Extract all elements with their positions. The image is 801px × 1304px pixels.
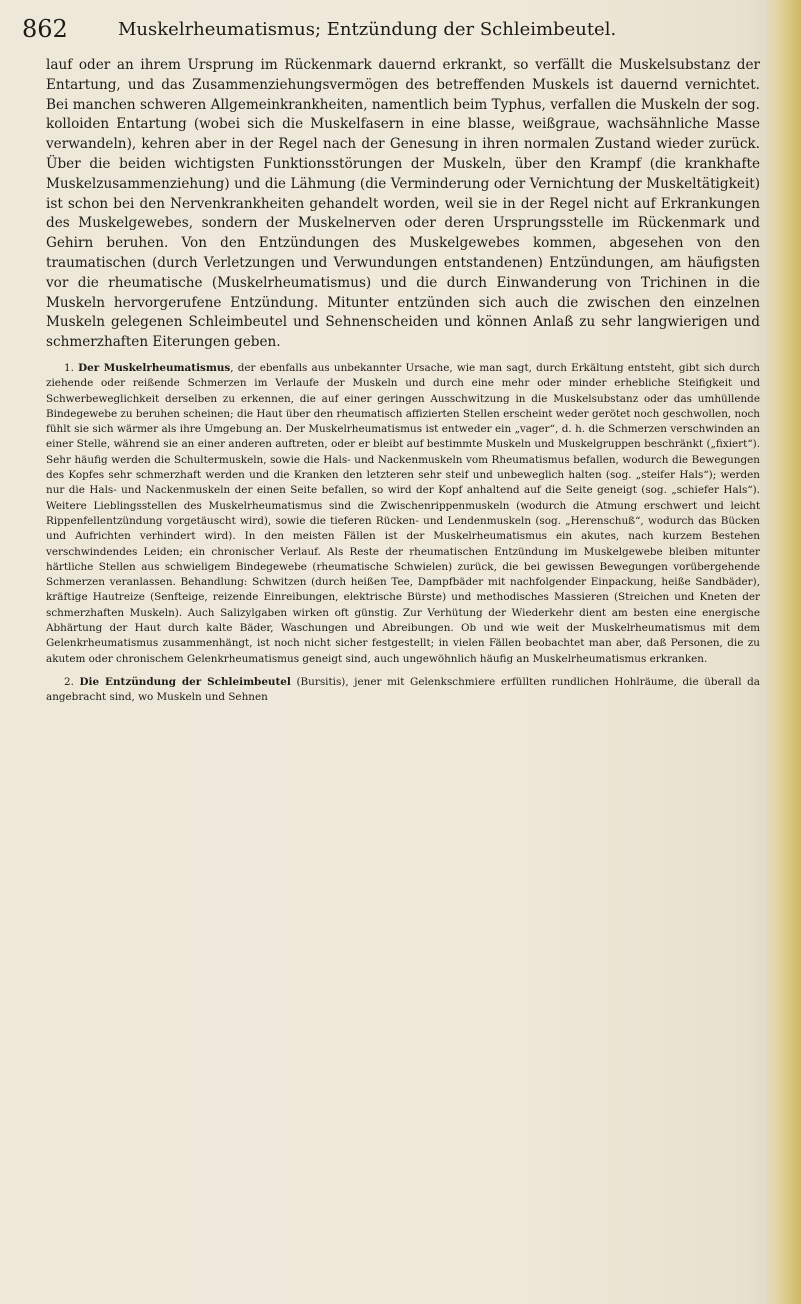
note-text: , der ebenfalls aus unbekannter Ursache, wie man sagt, durch Erkältung entsteht, gibt sich durch ziehende oder reißende Schmerzen im Verlaufe der Muskeln und durch eine mehr oder minder erhebliche Steifigkeit und Schwerbeweglichkeit derselben zu erkennen, die auf einer geringen Ausschwitzung in die Muskelsubstanz oder das umhüllende Bindegewebe zu beruhen scheinen; die Haut über den rheumatisch affizierten Stellen erscheint weder gerötet noch geschwollen, noch fühlt sie sich wärmer als ihre Umgebung an. Der Muskelrheumatismus ist entweder ein „vager“, d. h. die Schmerzen verschwinden an einer Stelle, während sie an einer anderen auftreten, oder er bleibt auf bestimmte Muskeln und Muskelgruppen beschränkt („fixiert“). Sehr häufig werden die Schultermuskeln, sowie die Hals- und Nackenmuskeln vom Rheumatismus befallen, wodurch die Bewegungen des Kopfes sehr schmerzhaft werden und die Kranken den letzteren sehr steif und unbeweglich halten (sog. „steifer Hals“); werden nur die Hals- und Nackenmuskeln der einen Seite befallen, so wird der Kopf anhaltend auf die Seite geneigt (sog. „schiefer Hals“). Weitere Lieblingsstellen des Muskelrheumatismus sind die Zwischenrippenmuskeln (wodurch die Atmung erschwert und leicht Rippenfellentzündung vorgetäuscht wird), sowie die tieferen Rücken- und Lendenmuskeln (sog. „Herenschuß“, wodurch das Bücken und Aufrichten verhindert wird). In den meisten Fällen ist der Muskelrheumatismus ein akutes, nach kurzem Bestehen verschwindendes Leiden; ein chronischer Verlauf. Als Reste der rheumatischen Entzündung im Muskelgewebe bleiben mitunter härtliche Stellen aus schwieligem Bindegewebe (rheumatische Schwielen) zurück, die bei gewissen Bewegungen vorübergehende Schmerzen veranlassen. Behandlung: Schwitzen (durch heißen Tee, Dampfbäder mit nachfolgender Einpackung, heiße Sandbäder), kräftige Hautreize (Senfteige, reizende Einreibungen, elektrische Bürste) und methodisches Massieren (Streichen und Kneten der schmerzhaften Muskeln). Auch Salizylgaben wirken oft günstig. Zur Verhütung der Wiederkehr dient am besten eine energische Abhärtung der Haut durch kalte Bäder, Waschungen und Abreibungen. Ob und wie weit der Muskelrheumatismus mit dem Gelenkrheumatismus zusammenhängt, ist noch nicht sicher festgestellt; in vielen Fällen beobachtet man aber, daß Personen, die zu akutem oder chronischem Gelenkrheumatismus geneigt sind, auch ungewöhnlich häufig an Muskelrheumatismus erkranken. bbox=[46, 361, 761, 665]
note-number: 2. bbox=[64, 675, 74, 688]
note-number: 1. bbox=[64, 361, 74, 374]
page-content bbox=[46, 56, 760, 705]
note-muskelrheumatismus bbox=[46, 361, 760, 667]
main-paragraph: lauf oder an ihrem Ursprung im Rückenmark dauernd erkrankt, so verfällt die Muskelsubstanz der Entartung, und das Zusammenziehungsvermögen des betreffenden Muskels ist dauernd vernichtet. Bei manchen schweren Allgemeinkrankheiten, namentlich beim Typhus, verfallen die Muskeln der sog. kolloiden Entartung (wobei sich die Muskelfasern in eine blasse, weißgraue, wachsähnliche Masse verwandeln), kehren aber in der Regel nach der Genesung in ihren normalen Zustand wieder zurück. Über die beiden wichtigsten Funktionsstörungen der Muskeln, über den Krampf (die krankhafte Muskelzusammenziehung) und die Lähmung (die Verminderung oder Vernichtung der Muskeltätigkeit) ist schon bei den Nervenkrankheiten gehandelt worden, weil sie in der Regel nicht auf Erkrankungen des Muskelgewebes, sondern der Muskelnerven oder deren Ursprungsstelle im Rückenmark und Gehirn beruhen. Von den Entzündungen des Muskelgewebes kommen, abgesehen von den traumatischen (durch Verletzungen und Verwundungen entstandenen) Entzündungen, am häufigsten vor die rheumatische (Muskelrheumatismus) und die durch Einwanderung von Trichinen in die Muskeln hervorgerufene Entzündung. Mitunter entzünden sich auch die zwischen den einzelnen Muskeln gelegenen Schleimbeutel und Sehnenscheiden und können Anlaß zu sehr langwierigen und schmerzhaften Eiterungen geben. bbox=[46, 57, 760, 351]
page-header bbox=[22, 14, 762, 48]
note-schleimbeutel bbox=[46, 675, 760, 706]
running-head: Muskelrheumatismus; Entzündung der Schleimbeutel. bbox=[118, 19, 617, 40]
note-term: Der Muskelrheumatismus bbox=[78, 361, 231, 374]
note-term: Die Entzündung der Schleimbeutel bbox=[79, 675, 291, 688]
note-text: (Bursitis), jener mit Gelenkschmiere erfüllten rundlichen Hohlräume, die überall da angebracht sind, wo Muskeln und Sehnen bbox=[46, 675, 760, 704]
page-number: 862 bbox=[22, 15, 68, 43]
page-edge bbox=[765, 0, 801, 1304]
